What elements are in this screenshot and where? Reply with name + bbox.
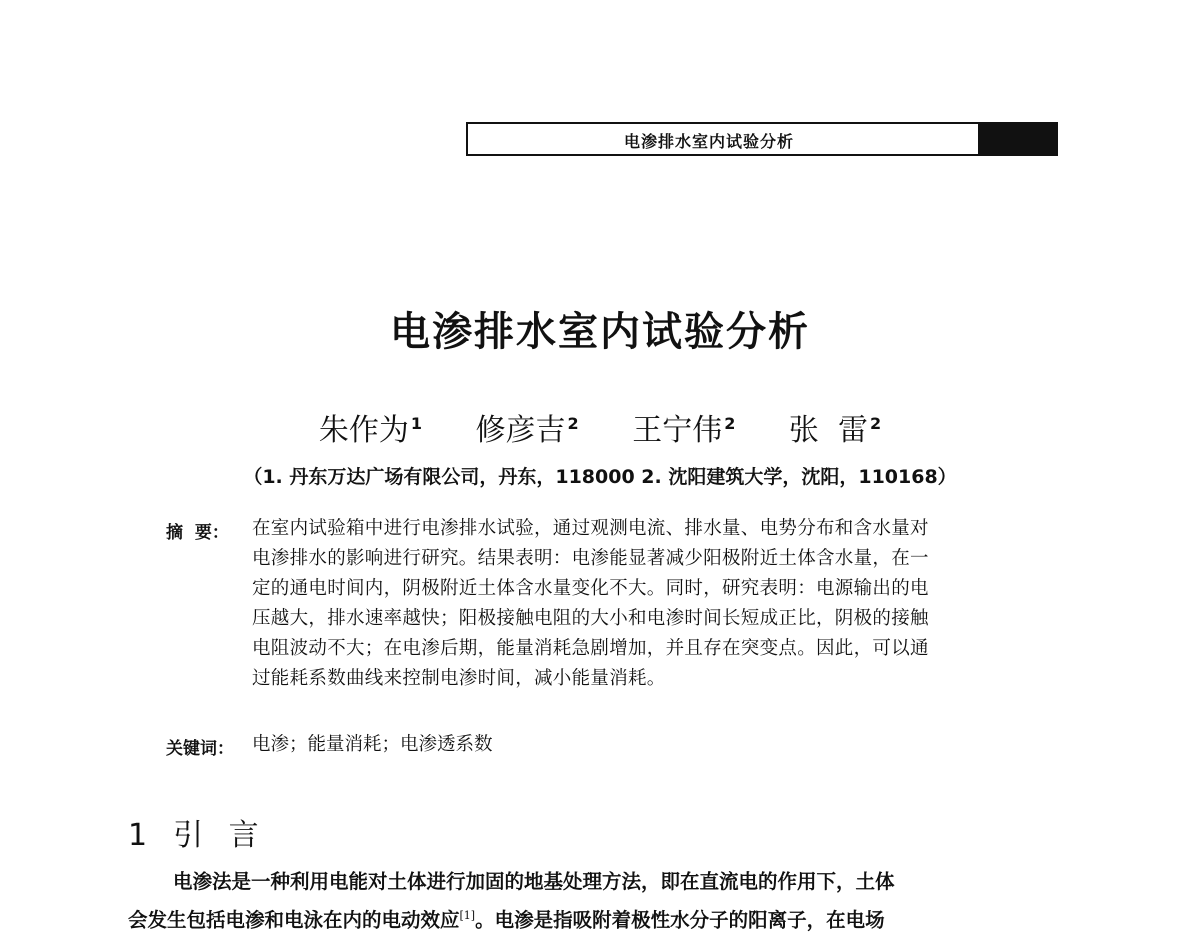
section-number: 1 [128, 818, 156, 853]
abstract-line: 压越大，排水速率越快；阳极接触电阻的大小和电渗时间长短成正比，阴极的接触 [252, 608, 929, 629]
author: 朱作为 $^1$ [318, 413, 422, 448]
keywords-label: 关键词： [166, 739, 234, 759]
abstract-line: 过能耗系数曲线来控制电渗时间，减小能量消耗。 [252, 668, 666, 689]
author: 张 雷 $^2$ [788, 413, 882, 448]
keywords-value: 电渗；能量消耗；电渗透系数 [252, 734, 493, 755]
body-line: 会发生包括电渗和电泳在内的电动效应[1]。电渗是指吸附着极性水分子的阳离子，在电场 [128, 908, 885, 932]
body-line: 电渗法是一种利用电能对土体进行加固的地基处理方法，即在直流电的作用下，土体 [173, 870, 895, 893]
affiliations: （1. 丹东万达广场有限公司，丹东，118000 2. 沈阳建筑大学，沈阳，110168） [243, 466, 957, 488]
body-paragraph [128, 865, 1078, 938]
abstract-label: 摘 要： [166, 523, 229, 543]
citation-ref: [1] [459, 909, 476, 922]
running-header [466, 122, 1058, 156]
abstract-line: 定的通电时间内，阴极附近土体含水量变化不大。同时，研究表明：电源输出的电 [252, 578, 929, 599]
author: 修彦吉 $^2$ [475, 413, 579, 448]
abstract-text [252, 514, 1042, 694]
paper-title: 电渗排水室内试验分析 [390, 308, 810, 355]
section-heading [128, 810, 267, 854]
running-header-bar [978, 124, 1056, 154]
abstract-line: 在室内试验箱中进行电渗排水试验，通过观测电流、排水量、电势分布和含水量对 [252, 518, 929, 539]
author: 王宁伟 $^2$ [632, 413, 736, 448]
abstract-line: 电阻波动不大；在电渗后期，能量消耗急剧增加，并且存在突变点。因此，可以通 [252, 638, 929, 659]
running-header-text: 电渗排水室内试验分析 [624, 132, 795, 151]
section-title: 引 言 [173, 818, 267, 853]
abstract-line: 电渗排水的影响进行研究。结果表明：电渗能显著减少阳极附近土体含水量，在一 [252, 548, 929, 569]
author-list [0, 405, 1200, 449]
